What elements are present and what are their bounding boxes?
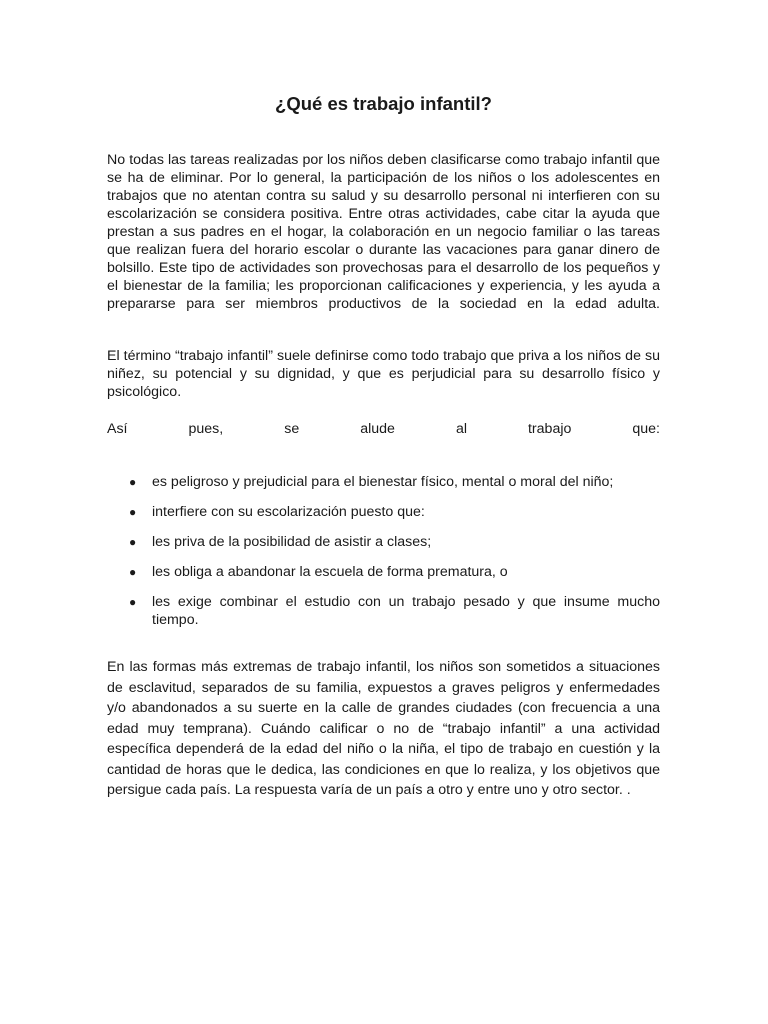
list-item-text: les priva de la posibilidad de asistir a clases;: [152, 534, 432, 550]
list-item: [107, 503, 660, 521]
paragraph-definition: El término “trabajo infantil” suele definirse como todo trabajo que priva a los niños de su niñez, su potencial y su dignidad, y que es perjudicial para su desarrollo físico y psicológico.: [107, 348, 660, 400]
list-item: [107, 473, 660, 491]
paragraph-conclusion: En las formas más extremas de trabajo infantil, los niños son sometidos a situaciones de esclavitud, separados de su familia, expuestos a graves peligros y enfermedades y/o abandonados a su suerte en la calle de grandes ciudades (con frecuencia a una edad muy temprana). Cuándo calificar o no de “trabajo infantil” a una actividad específica dependerá de la edad del niño o la niña, el tipo de trabajo en cuestión y la cantidad de horas que le dedica, las condiciones en que lo realiza, y los objetivos que persigue cada país. La respuesta varía de un país a otro y entre uno y otro sector. .: [107, 659, 660, 798]
list-item-text: es peligroso y prejudicial para el bienestar físico, mental o moral del niño;: [152, 474, 614, 490]
bullet-icon: ●: [129, 475, 137, 489]
paragraph-intro: No todas las tareas realizadas por los niños deben clasificarse como trabajo infantil que se ha de eliminar. Por lo general, la participación de los niños o los adolescentes en trabajos que no atentan contra su salud y su desarrollo personal ni interfieren con su escolarización se considera positiva. Entre otras actividades, cabe citar la ayuda que prestan a sus padres en el hogar, la colaboración en un negocio familiar o las tareas que realizan fuera del horario escolar o durante las vacaciones para ganar dinero de bolsillo. Este tipo de actividades son provechosas para el desarrollo de los pequeños y el bienestar de la familia; les proporcionan calificaciones y experiencia, y les ayuda a prepararse para ser miembros productivos de la sociedad en la edad adulta.: [107, 152, 660, 312]
list-item: [107, 533, 660, 551]
list-item-text: les exige combinar el estudio con un trabajo pesado y que insume mucho tiempo.: [152, 594, 660, 628]
bullet-icon: ●: [129, 595, 137, 609]
list-item: [107, 593, 660, 629]
document-title: ¿Qué es trabajo infantil?: [275, 93, 492, 114]
list-item: [107, 563, 660, 581]
bullet-list: [107, 473, 660, 641]
list-item-text: les obliga a abandonar la escuela de forma prematura, o: [152, 564, 508, 580]
list-item-text: interfiere con su escolarización puesto que:: [152, 504, 425, 520]
bullet-icon: ●: [129, 565, 137, 579]
paragraph-list-lead: Así pues, se alude al trabajo que:: [107, 421, 660, 437]
bullet-icon: ●: [129, 505, 137, 519]
bullet-icon: ●: [129, 535, 137, 549]
